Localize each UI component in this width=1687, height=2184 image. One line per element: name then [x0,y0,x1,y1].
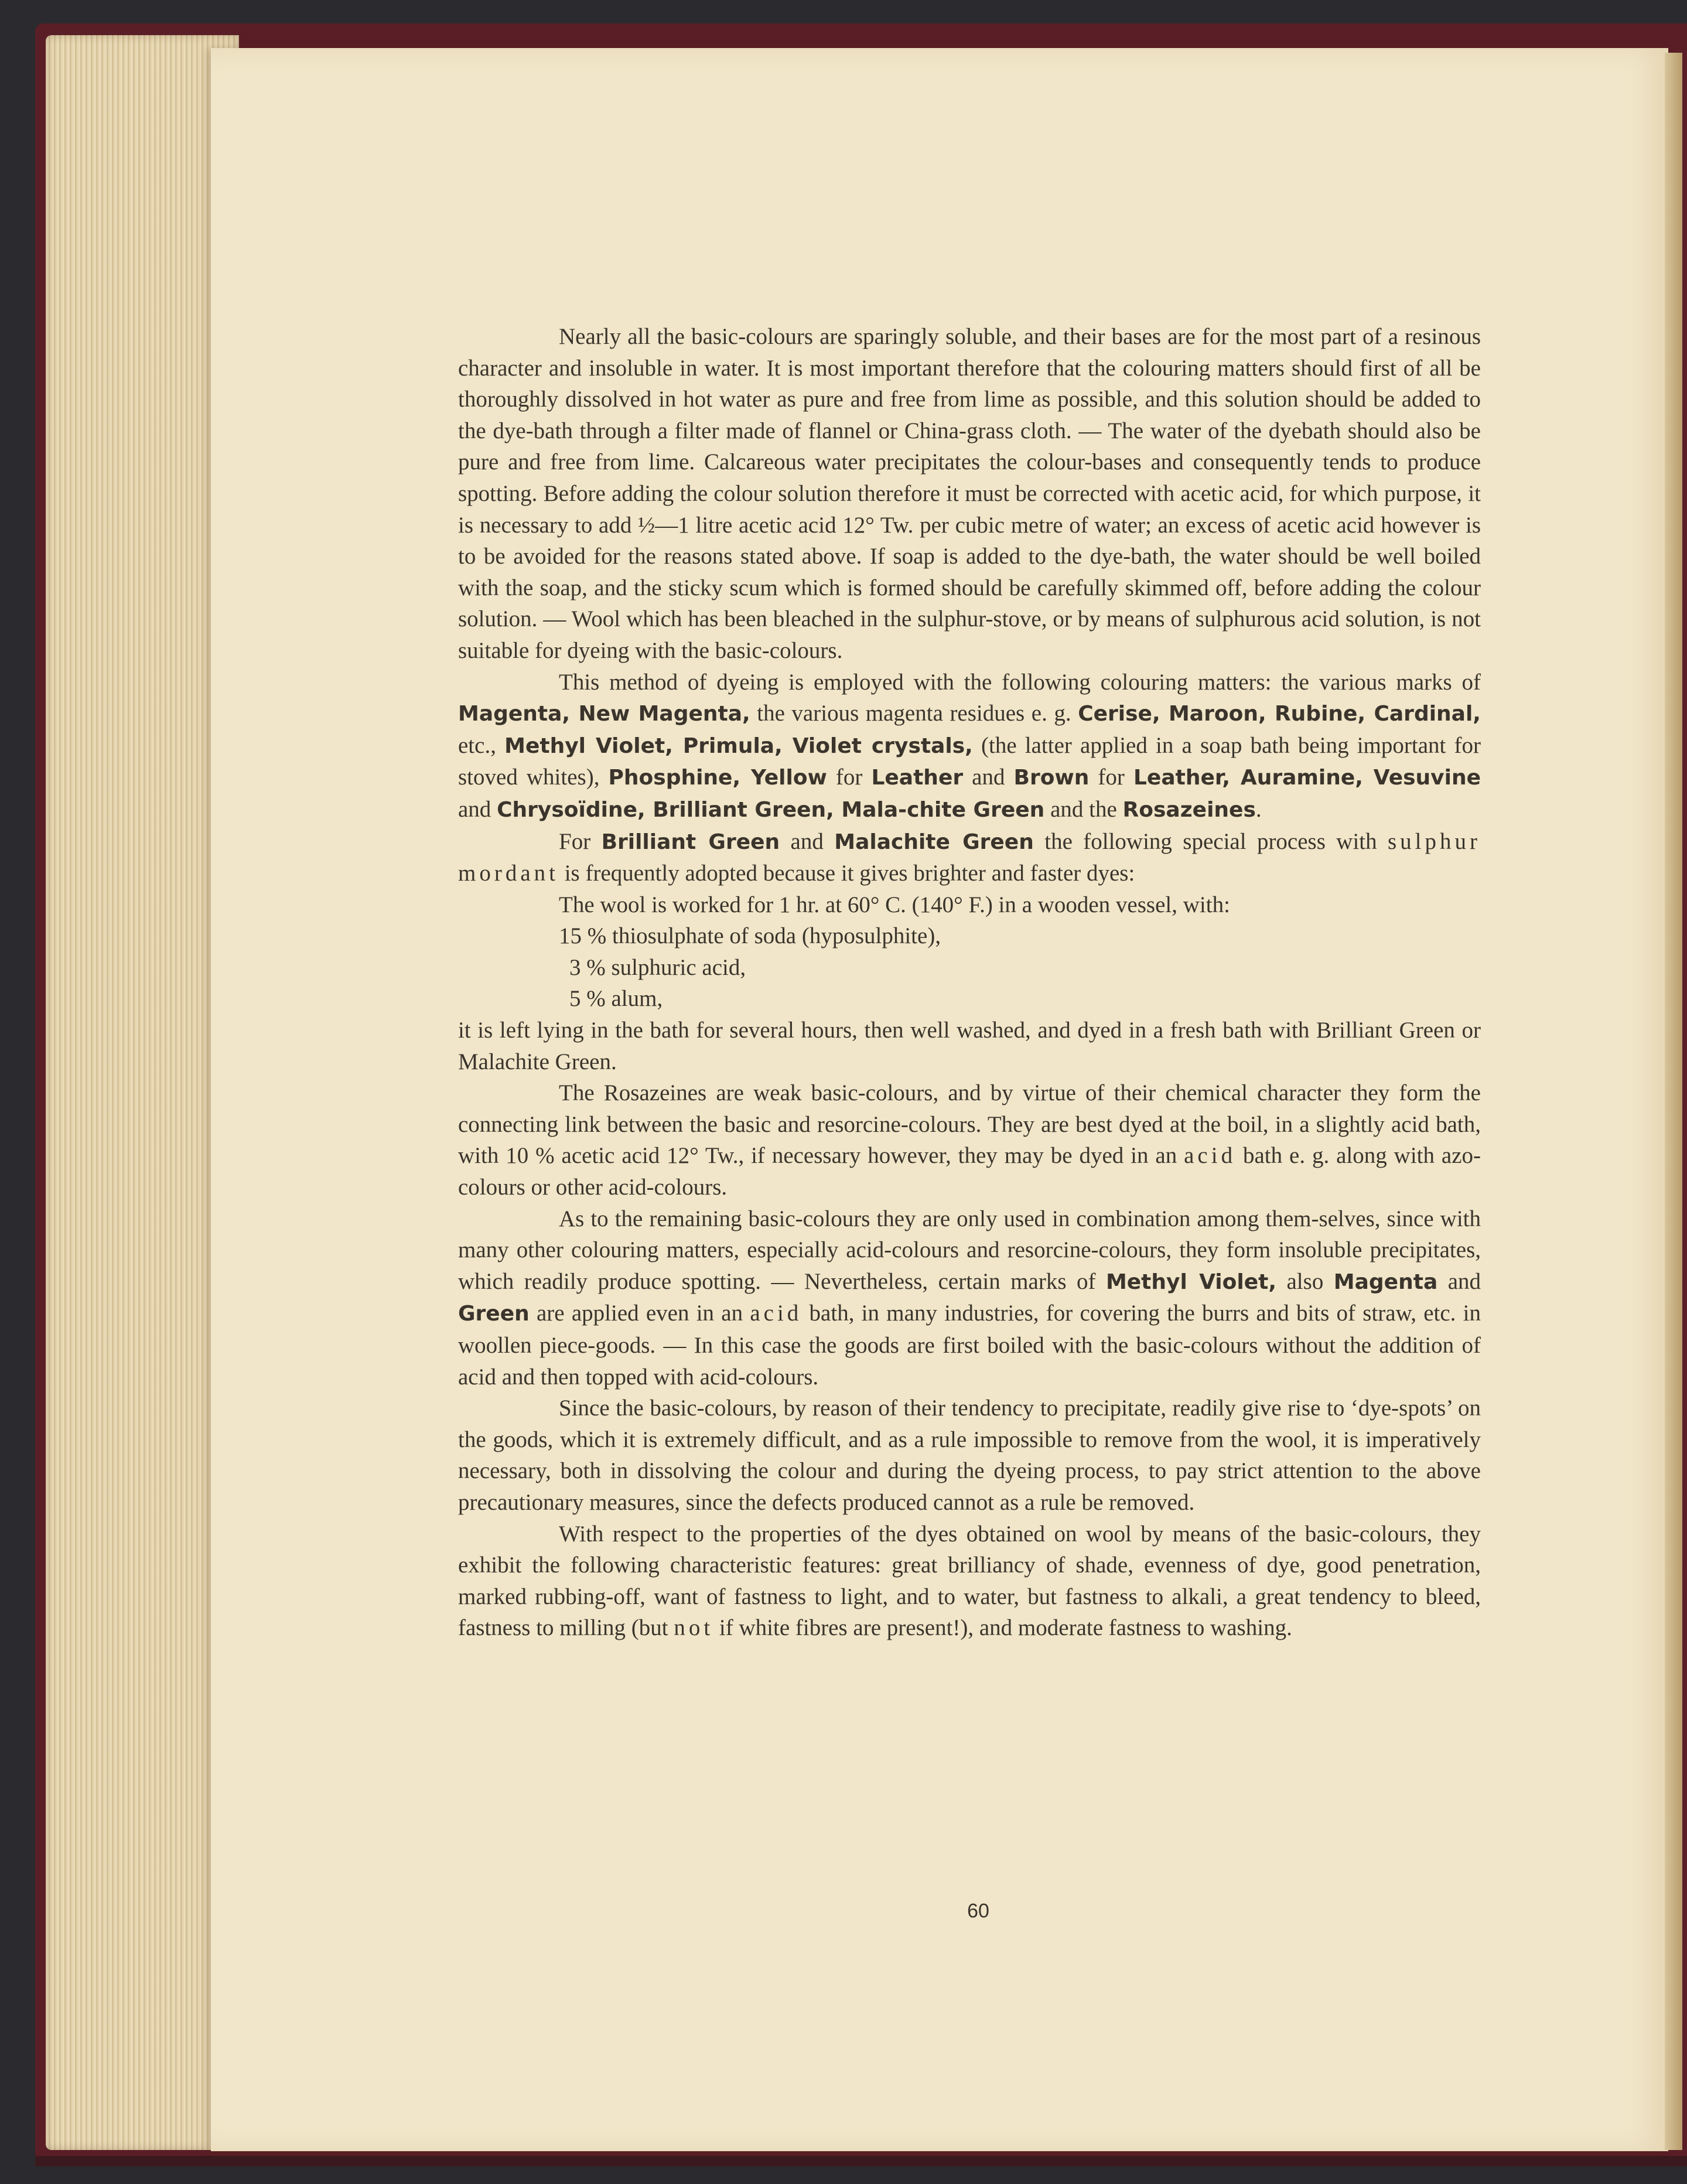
bold-term: Green [458,1302,530,1326]
text-run: Since the basic-colours, by reason of their tendency to precipitate, readily give rise to ‘dye-spots’ on the goods, which it is extremely difficult, and as a rule impossible to remove from the wool, it is imperatively necessary, both in dissolving the colour and during the dyeing process, to pay strict attention to the above precautionary measures, since the defects produced cannot as a rule be removed. [458,1395,1481,1515]
text-run: and [1437,1268,1481,1294]
page-number: 60 [967,1900,989,1922]
bold-term: Cerise, Maroon, Rubine, Cardinal, [1078,702,1481,726]
text-run: are applied even in an [529,1301,750,1326]
recipe-list [458,920,1481,1015]
spaced-term: acid [750,1301,802,1326]
text-run: The wool is worked for 1 hr. at 60° C. (140° F.) in a wooden vessel, with: [559,892,1230,917]
paragraph [458,321,1481,667]
text-run: for [1089,765,1133,790]
spaced-term: not [674,1615,714,1641]
paragraph [458,826,1481,889]
bold-term: Magenta, New Magenta, [458,702,750,726]
page-gutter [1665,53,1682,2150]
text-run: Nearly all the basic-colours are sparingly soluble, and their bases are for the most part of a resinous character and insoluble in water. It is most important therefore that the colouring matters should first of all be thoroughly dissolved in hot water as pure and free from lime as possible, and this solution should be added to the dye-bath through a filter made of flannel or China-grass cloth. — The water of the dyebath should also be pure and free from lime. Calcareous water precipitates the colour-bases and consequently tends to produce spotting. Before adding the colour solution therefore it must be corrected with acetic acid, for which purpose, it is necessary to add ½—1 litre acetic acid 12° Tw. per cubic metre of water; an excess of acetic acid however is to be avoided for the reasons stated above. If soap is added to the dye-bath, the water should be well boiled with the soap, and the sticky scum which is formed should be carefully skimmed off, before adding the colour solution. — Wool which has been bleached in the sulphur-stove, or by means of sulphurous acid solution, is not suitable for dyeing with the basic-colours. [458,324,1481,663]
text-run: etc., [458,732,505,758]
bold-term: Chrysoïdine, Brilliant Green, Mala-chite Green [497,797,1045,822]
text-run: also [1276,1268,1334,1294]
paragraph-group-2 [458,1015,1481,1644]
text-run: and the [1044,796,1123,822]
recipe-item: 3 % sulphuric acid, [569,954,746,980]
text-run: . [1255,796,1262,822]
paragraph [458,889,1481,921]
text-run: is frequently adopted because it gives brighter and faster dyes: [558,861,1135,886]
paragraph [458,1203,1481,1393]
paragraph [458,1015,1481,1077]
spaced-term: acid [1184,1143,1237,1169]
bold-term: Methyl Violet, [1105,1270,1277,1294]
text-run: As to the remaining basic-colours they are only used in combination among them-selves, since with many other colouring matters, especially acid-colours and resorcine-colours, they form insoluble precipitates, which readily produce spotting. — Nevertheless, certain marks of [458,1206,1481,1294]
text-run: the following special process with [1033,828,1388,854]
text-run: This method of dyeing is employed with the following colouring matters: the various marks of [559,669,1481,695]
bold-term: Magenta [1333,1270,1438,1294]
text-run: for [827,765,872,790]
paragraph-group-1 [458,321,1481,920]
bold-term: Leather, Auramine, Vesuvine [1133,766,1481,790]
text-run: (the latter applied in a soap bath being important for stoved whites), [458,732,1481,790]
text-run: For [559,828,602,854]
bold-term: Malachite Green [834,830,1034,854]
text-run: if white fibres are present!), and moderate fastness to washing. [713,1615,1292,1641]
text-run: The Rosazeines are weak basic-colours, and by virtue of their chemical character they form the connecting link between the basic and resorcine-colours. They are best dyed at the boil, in a slightly acid bath, with 10 % acetic acid 12° Tw., if necessary however, they may be dyed in an [458,1080,1481,1169]
bold-term: Methyl Violet, Primula, Violet crystals, [504,733,973,758]
paragraph [458,1393,1481,1518]
spaced-term: sulphur mordant [458,828,1481,886]
bold-term: Rosazeines [1122,797,1256,822]
paragraph [458,1077,1481,1203]
text-run: bath, in many industries, for covering the burrs and bits of straw, etc. in woollen piece-goods. — In this case the goods are first boiled with the basic-colours without the addition of acid and then topped with acid-colours. [458,1301,1481,1390]
text-run: and [963,765,1014,790]
text-run: With respect to the properties of the dyes obtained on wool by means of the basic-colours, they exhibit the following characteristic features: great brilliancy of shade, evenness of dye, good penetration, marked rubbing-off, want of fastness to light, and to water, but fastness to alkali, a great tendency to bleed, fastness to milling (but [458,1521,1481,1641]
recipe-item: 15 % thiosulphate of soda (hyposulphite), [559,923,941,949]
text-run: it is left lying in the bath for several hours, then well washed, and dyed in a fresh bath with Brilliant Green or Malachite Green. [458,1018,1481,1074]
bold-term: Leather [871,766,964,790]
text-run: and [780,828,835,854]
page-stack [46,35,239,2150]
bold-term: Phosphine, Yellow [608,766,827,790]
body-text [458,321,1481,1644]
paragraph [458,1518,1481,1644]
paragraph [458,667,1481,826]
text-run: bath e. g. along with azo-colours or other acid-colours. [458,1143,1481,1200]
bold-term: Brilliant Green [601,830,780,854]
text-run: and [458,796,497,822]
text-run: the various magenta residues e. g. [750,701,1078,726]
book-cover-edge [35,2156,1687,2166]
bold-term: Brown [1013,766,1090,790]
recipe-item: 5 % alum, [569,986,663,1012]
